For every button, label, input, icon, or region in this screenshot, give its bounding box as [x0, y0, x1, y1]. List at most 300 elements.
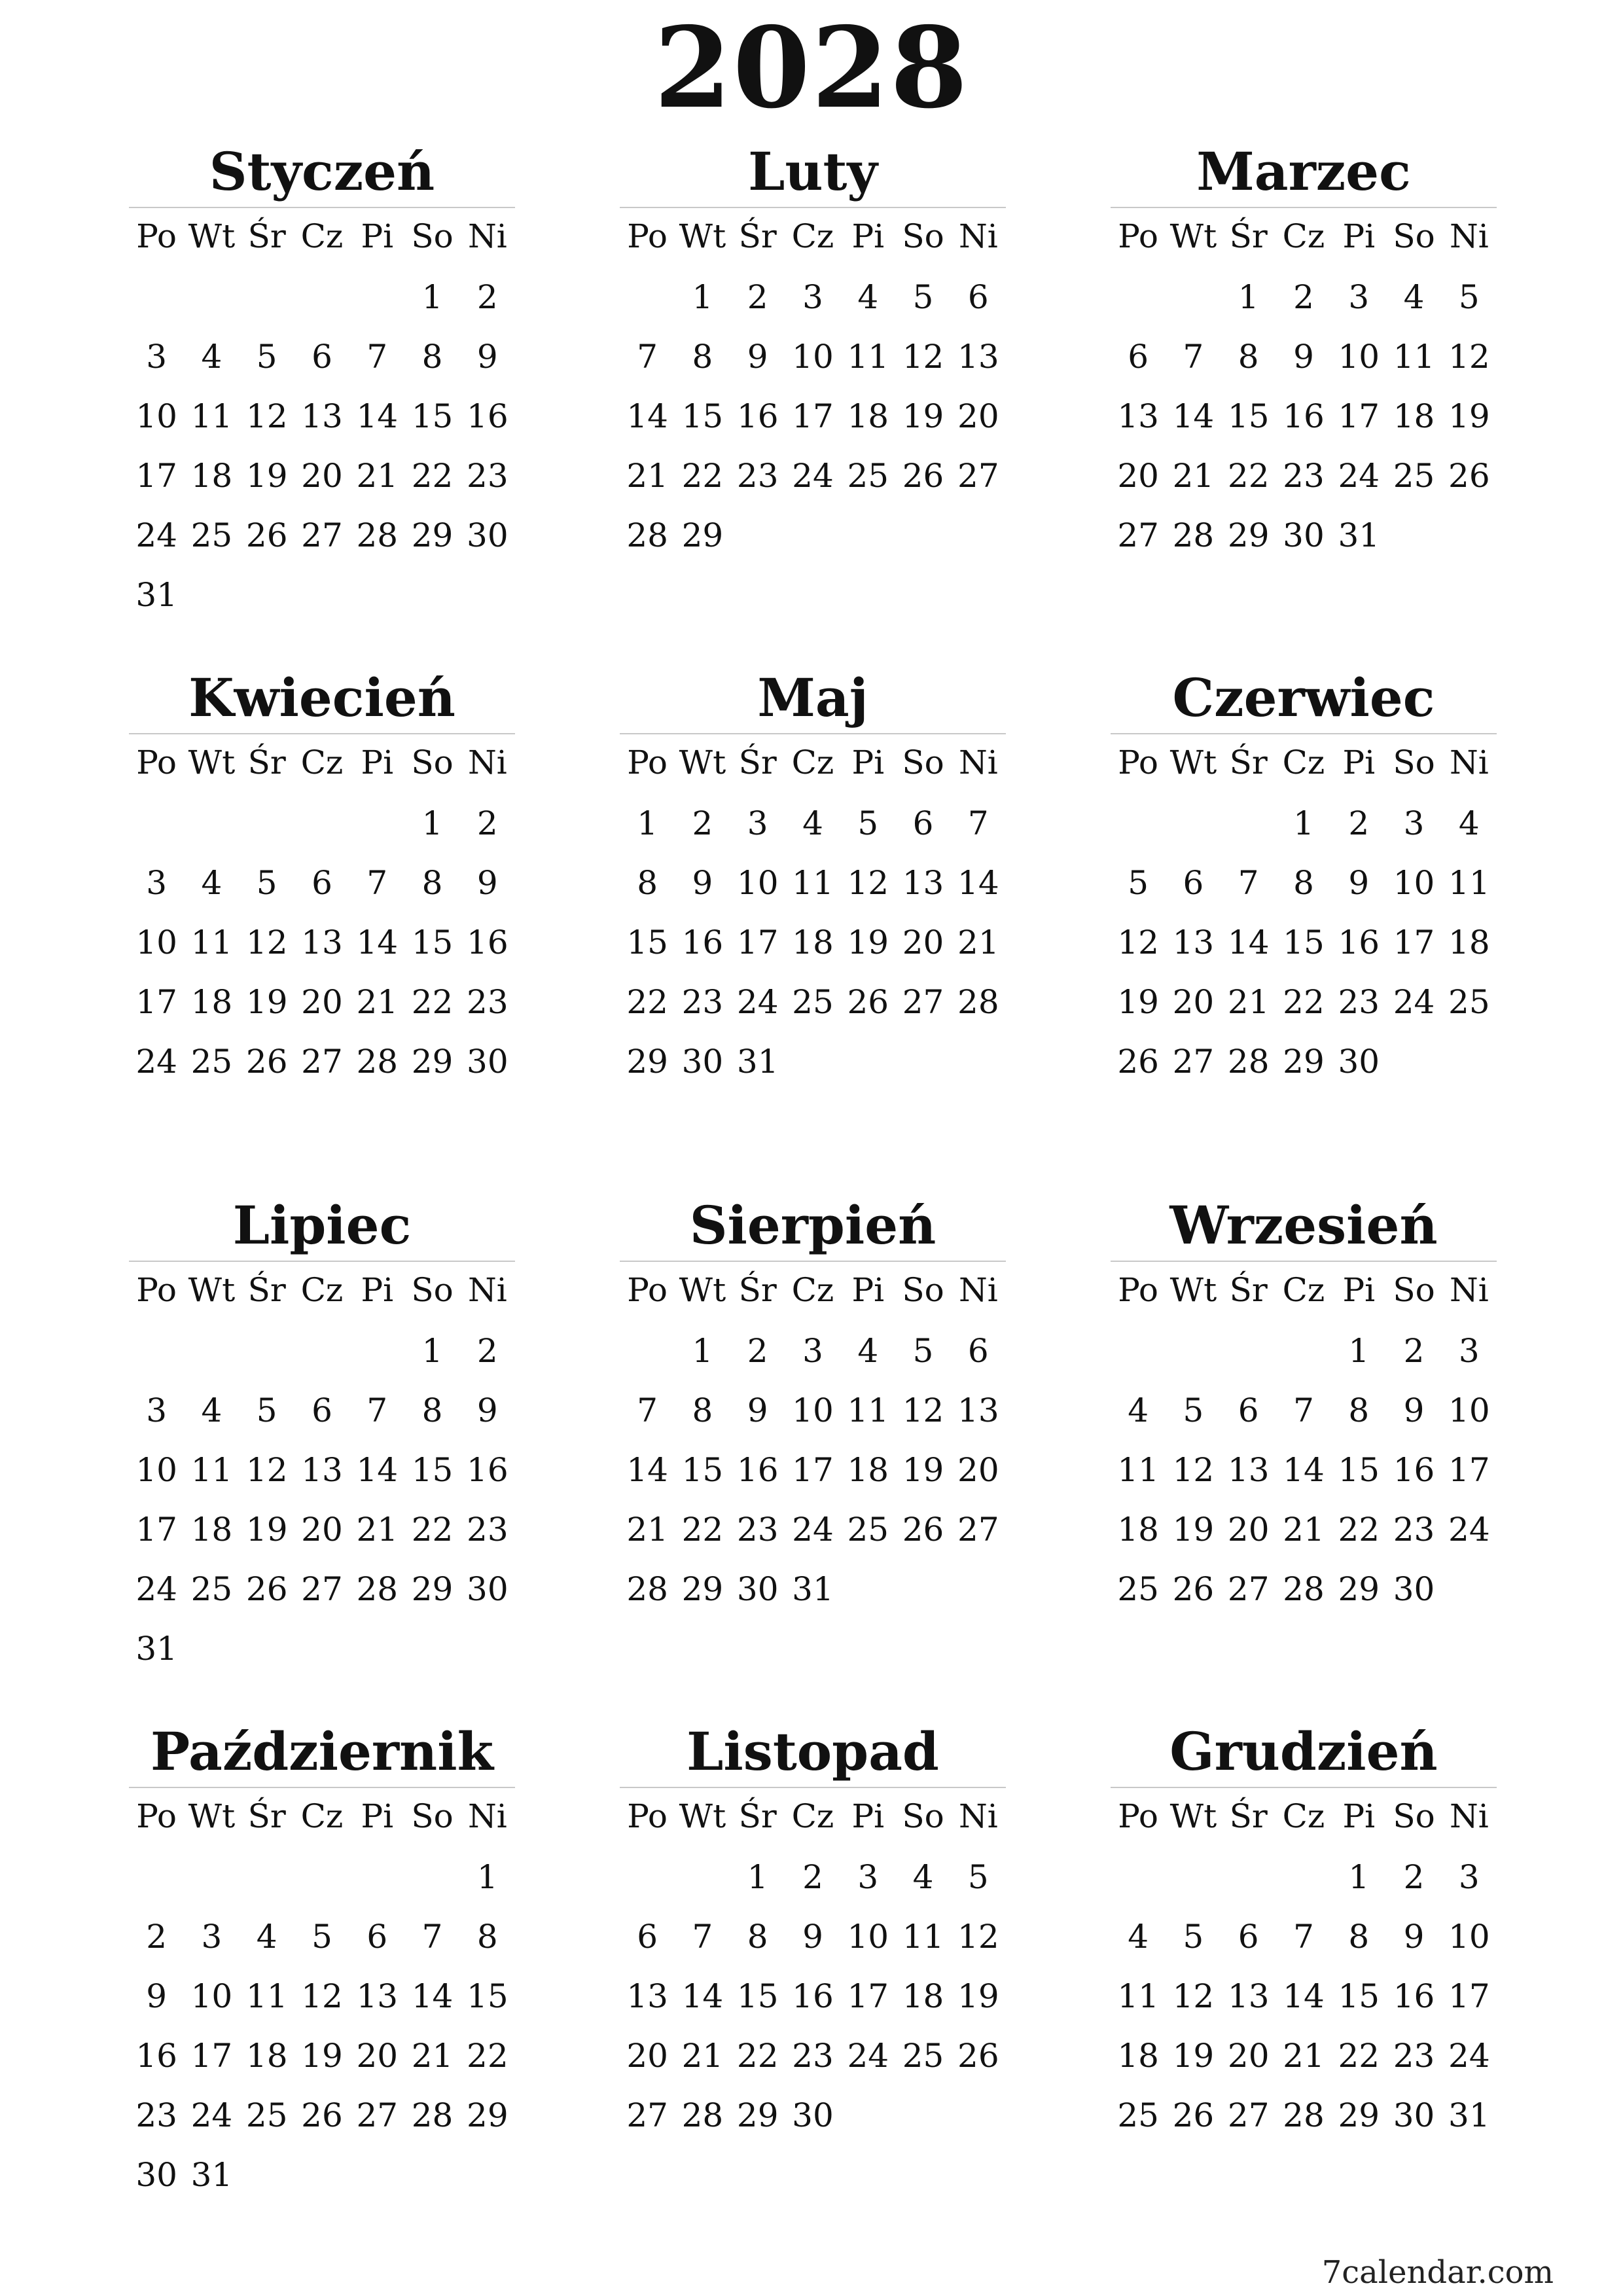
week-row: [129, 1500, 515, 1560]
day-cell: 12: [957, 1918, 999, 1956]
day-cell: 24: [135, 1570, 177, 1608]
day-cell: 11: [1117, 1451, 1159, 1489]
weekday-header-row: [620, 208, 1006, 268]
month-block: [1111, 1716, 1497, 2145]
day-cell: 31: [1338, 516, 1380, 554]
week-row: [129, 2086, 515, 2145]
weekday-header-row: [129, 1262, 515, 1321]
weekday-header: Ni: [958, 744, 998, 781]
day-cell: 19: [902, 397, 944, 435]
day-cell: 9: [146, 1977, 168, 2015]
day-cell: 7: [637, 1391, 658, 1429]
day-cell: 5: [857, 804, 879, 842]
day-cell: 24: [135, 1043, 177, 1081]
weekday-header: Cz: [791, 1271, 834, 1309]
week-row: [620, 1381, 1006, 1441]
weekday-header: So: [902, 217, 944, 255]
day-cell: 18: [792, 924, 834, 961]
day-cell: 4: [857, 278, 879, 316]
empty-day-cell: [675, 1848, 730, 1907]
day-cell: 21: [957, 924, 999, 961]
day-cell: 23: [1393, 2037, 1435, 2075]
week-row: [129, 853, 515, 913]
day-cell: 20: [957, 397, 999, 435]
day-cell: 21: [626, 1511, 668, 1549]
weekday-header: Śr: [1229, 744, 1268, 781]
day-cell: 28: [1227, 1043, 1270, 1081]
day-cell: 29: [736, 2096, 779, 2134]
day-cell: 17: [135, 1511, 177, 1549]
day-cell: 3: [1458, 1332, 1480, 1370]
day-cell: 20: [301, 983, 343, 1021]
day-cell: 26: [902, 457, 944, 495]
weekday-header: Cz: [791, 744, 834, 781]
day-cell: 27: [957, 457, 999, 495]
day-cell: 25: [902, 2037, 944, 2075]
day-cell: 7: [421, 1918, 443, 1956]
week-row: [129, 327, 515, 387]
day-cell: 25: [190, 1043, 233, 1081]
day-cell: 7: [1183, 338, 1204, 376]
day-cell: 17: [135, 983, 177, 1021]
week-row: [1111, 387, 1497, 446]
week-row: [620, 1441, 1006, 1500]
day-cell: 22: [411, 983, 454, 1021]
week-row: [1111, 973, 1497, 1032]
month-name: Styczeń: [129, 136, 515, 208]
day-cell: 28: [626, 1570, 668, 1608]
day-cell: 23: [792, 2037, 834, 2075]
month-name: Lipiec: [129, 1190, 515, 1262]
day-cell: 20: [1172, 983, 1215, 1021]
empty-day-cell: [1111, 1321, 1166, 1381]
day-cell: 23: [1393, 1511, 1435, 1549]
week-row: [1111, 913, 1497, 973]
weekday-header: Śr: [738, 217, 777, 255]
day-cell: 11: [847, 1391, 889, 1429]
weekday-header: Cz: [1282, 1271, 1325, 1309]
day-cell: 11: [245, 1977, 288, 2015]
empty-day-cell: [895, 1032, 950, 1092]
day-cell: 26: [1448, 457, 1490, 495]
weekday-header: Śr: [1229, 1797, 1268, 1835]
empty-day-cell: [294, 1619, 349, 1679]
day-cell: 25: [190, 516, 233, 554]
day-cell: 19: [1172, 1511, 1215, 1549]
day-cell: 2: [476, 804, 498, 842]
weekday-header-row: [620, 1262, 1006, 1321]
day-cell: 20: [1227, 2037, 1270, 2075]
day-cell: 30: [467, 516, 508, 554]
day-cell: 22: [1227, 457, 1270, 495]
day-cell: 30: [681, 1043, 724, 1081]
day-cell: 29: [411, 1043, 454, 1081]
day-cell: 25: [847, 457, 889, 495]
weekday-header: Wt: [188, 217, 236, 255]
empty-day-cell: [294, 268, 349, 327]
day-cell: 9: [1403, 1391, 1425, 1429]
day-cell: 27: [1117, 516, 1159, 554]
day-cell: 5: [1183, 1918, 1204, 1956]
day-cell: 19: [245, 983, 288, 1021]
day-cell: 7: [366, 1391, 388, 1429]
day-cell: 12: [1117, 924, 1159, 961]
day-cell: 17: [135, 457, 177, 495]
day-cell: 7: [637, 338, 658, 376]
day-cell: 10: [135, 397, 177, 435]
empty-day-cell: [1166, 1848, 1221, 1907]
empty-day-cell: [951, 506, 1006, 565]
empty-day-cell: [895, 2086, 950, 2145]
day-cell: 13: [301, 397, 343, 435]
empty-day-cell: [620, 1848, 675, 1907]
weekday-header-row: [1111, 1262, 1497, 1321]
day-cell: 6: [312, 1391, 332, 1429]
day-cell: 13: [902, 864, 944, 902]
day-cell: 3: [1458, 1858, 1480, 1896]
day-cell: 29: [1338, 2096, 1380, 2134]
day-cell: 23: [681, 983, 724, 1021]
week-row: [129, 1321, 515, 1381]
month-block: [129, 1190, 515, 1679]
week-row: [129, 973, 515, 1032]
day-cell: 29: [626, 1043, 668, 1081]
week-row: [129, 1032, 515, 1092]
day-cell: 21: [356, 1511, 399, 1549]
day-cell: 11: [190, 924, 233, 961]
day-cell: 15: [1283, 924, 1325, 961]
week-row: [1111, 1321, 1497, 1381]
day-cell: 21: [1227, 983, 1270, 1021]
weekday-header: Po: [1118, 1797, 1158, 1835]
day-cell: 4: [912, 1858, 934, 1896]
year-title: 2028: [654, 3, 969, 134]
week-row: [129, 387, 515, 446]
empty-day-cell: [1111, 268, 1166, 327]
week-row: [1111, 1967, 1497, 2026]
weekday-header: Pi: [1342, 744, 1376, 781]
weekday-header: Pi: [851, 217, 885, 255]
week-row: [129, 1441, 515, 1500]
empty-day-cell: [895, 1560, 950, 1619]
day-cell: 13: [1172, 924, 1215, 961]
day-cell: 30: [792, 2096, 834, 2134]
day-cell: 26: [847, 983, 889, 1021]
day-cell: 8: [1238, 338, 1259, 376]
day-cell: 22: [681, 457, 724, 495]
weekday-header: Ni: [467, 1797, 507, 1835]
empty-day-cell: [184, 1321, 239, 1381]
weekday-header-row: [620, 1788, 1006, 1848]
day-cell: 11: [190, 397, 233, 435]
day-cell: 18: [902, 1977, 944, 2015]
day-cell: 9: [476, 338, 498, 376]
day-cell: 4: [1128, 1918, 1149, 1956]
weekday-header: Po: [136, 1797, 177, 1835]
day-cell: 16: [1338, 924, 1380, 961]
day-cell: 14: [957, 864, 999, 902]
day-cell: 17: [847, 1977, 889, 2015]
day-cell: 11: [792, 864, 834, 902]
day-cell: 24: [1338, 457, 1380, 495]
day-cell: 6: [1183, 864, 1204, 902]
month-block: [620, 136, 1006, 565]
weekday-header: Wt: [1169, 744, 1217, 781]
day-cell: 10: [1338, 338, 1380, 376]
day-cell: 23: [467, 983, 508, 1021]
day-cell: 23: [736, 457, 779, 495]
weekday-header: Ni: [958, 217, 998, 255]
empty-day-cell: [951, 2086, 1006, 2145]
day-cell: 27: [1227, 2096, 1270, 2134]
day-cell: 5: [1128, 864, 1149, 902]
day-cell: 10: [792, 338, 834, 376]
day-cell: 24: [135, 516, 177, 554]
day-cell: 26: [301, 2096, 343, 2134]
empty-day-cell: [240, 565, 294, 625]
day-cell: 3: [146, 338, 168, 376]
day-cell: 14: [1283, 1451, 1325, 1489]
day-cell: 29: [411, 516, 454, 554]
empty-day-cell: [460, 565, 515, 625]
week-row: [620, 913, 1006, 973]
day-cell: 16: [135, 2037, 177, 2075]
day-cell: 15: [1227, 397, 1270, 435]
day-cell: 24: [190, 2096, 233, 2134]
day-cell: 14: [356, 924, 399, 961]
month-block: [129, 662, 515, 1092]
day-cell: 12: [847, 864, 889, 902]
weekday-header: So: [1393, 1797, 1435, 1835]
day-cell: 12: [1172, 1977, 1215, 2015]
month-name: Maj: [620, 662, 1006, 734]
weekday-header: Pi: [1342, 1797, 1376, 1835]
month-block: [1111, 1190, 1497, 1619]
week-row: [620, 1967, 1006, 2026]
week-row: [620, 1848, 1006, 1907]
weekday-header: Śr: [247, 1797, 286, 1835]
day-cell: 20: [1227, 1511, 1270, 1549]
day-cell: 20: [301, 1511, 343, 1549]
week-row: [1111, 327, 1497, 387]
day-cell: 11: [847, 338, 889, 376]
week-row: [129, 2026, 515, 2086]
day-cell: 26: [245, 1570, 288, 1608]
empty-day-cell: [840, 2086, 895, 2145]
day-cell: 18: [1393, 397, 1435, 435]
day-cell: 28: [626, 516, 668, 554]
week-row: [620, 268, 1006, 327]
day-cell: 16: [681, 924, 724, 961]
weekday-header: Cz: [300, 1271, 344, 1309]
weekday-header-row: [129, 734, 515, 794]
day-cell: 13: [1117, 397, 1159, 435]
empty-day-cell: [620, 268, 675, 327]
empty-day-cell: [349, 1619, 404, 1679]
week-row: [620, 853, 1006, 913]
week-row: [129, 2145, 515, 2205]
day-cell: 5: [912, 1332, 934, 1370]
day-cell: 20: [301, 457, 343, 495]
day-cell: 9: [1293, 338, 1314, 376]
day-cell: 12: [245, 1451, 288, 1489]
day-cell: 13: [356, 1977, 399, 2015]
day-cell: 19: [245, 457, 288, 495]
day-cell: 27: [1227, 1570, 1270, 1608]
day-cell: 25: [847, 1511, 889, 1549]
day-cell: 18: [1448, 924, 1490, 961]
empty-day-cell: [349, 2145, 404, 2205]
weekday-header: Pi: [361, 744, 394, 781]
weekday-header: So: [902, 1797, 944, 1835]
day-cell: 24: [1393, 983, 1435, 1021]
week-row: [1111, 1500, 1497, 1560]
day-cell: 1: [1348, 1858, 1370, 1896]
week-row: [1111, 1560, 1497, 1619]
day-cell: 30: [1393, 1570, 1435, 1608]
day-cell: 16: [792, 1977, 834, 2015]
day-cell: 9: [747, 338, 768, 376]
week-row: [620, 387, 1006, 446]
day-cell: 4: [1458, 804, 1480, 842]
day-cell: 4: [201, 338, 223, 376]
day-cell: 6: [967, 1332, 989, 1370]
day-cell: 8: [692, 1391, 713, 1429]
day-cell: 25: [1393, 457, 1435, 495]
day-cell: 21: [1283, 1511, 1325, 1549]
day-cell: 13: [301, 1451, 343, 1489]
day-cell: 18: [190, 457, 233, 495]
day-cell: 10: [847, 1918, 889, 1956]
day-cell: 3: [747, 804, 768, 842]
weekday-header: So: [411, 1271, 454, 1309]
day-cell: 29: [681, 1570, 724, 1608]
day-cell: 30: [467, 1570, 508, 1608]
day-cell: 14: [411, 1977, 454, 2015]
day-cell: 18: [847, 397, 889, 435]
weekday-header: Pi: [851, 744, 885, 781]
day-cell: 1: [692, 1332, 713, 1370]
day-cell: 3: [857, 1858, 879, 1896]
day-cell: 23: [135, 2096, 177, 2134]
day-cell: 26: [1172, 2096, 1215, 2134]
empty-day-cell: [840, 1032, 895, 1092]
day-cell: 30: [736, 1570, 779, 1608]
empty-day-cell: [404, 1848, 459, 1907]
weekday-header: Śr: [738, 744, 777, 781]
weekday-header-row: [1111, 1788, 1497, 1848]
day-cell: 8: [421, 338, 443, 376]
empty-day-cell: [349, 268, 404, 327]
day-cell: 15: [681, 397, 724, 435]
day-cell: 24: [847, 2037, 889, 2075]
empty-day-cell: [184, 1848, 239, 1907]
day-cell: 13: [301, 924, 343, 961]
empty-day-cell: [240, 2145, 294, 2205]
weekday-header: So: [411, 744, 454, 781]
day-cell: 31: [736, 1043, 779, 1081]
weekday-header: Cz: [300, 217, 344, 255]
day-cell: 30: [1393, 2096, 1435, 2134]
empty-day-cell: [1111, 1848, 1166, 1907]
day-cell: 26: [245, 1043, 288, 1081]
day-cell: 14: [1227, 924, 1270, 961]
weekday-header: Wt: [679, 744, 726, 781]
empty-day-cell: [1442, 1032, 1497, 1092]
day-cell: 3: [1403, 804, 1425, 842]
day-cell: 24: [1448, 1511, 1490, 1549]
empty-day-cell: [129, 1321, 184, 1381]
day-cell: 28: [1283, 2096, 1325, 2134]
weekday-header: Wt: [188, 744, 236, 781]
day-cell: 16: [736, 1451, 779, 1489]
day-cell: 2: [1293, 278, 1314, 316]
day-cell: 9: [692, 864, 713, 902]
day-cell: 3: [201, 1918, 223, 1956]
day-cell: 10: [1393, 864, 1435, 902]
day-cell: 14: [356, 1451, 399, 1489]
day-cell: 10: [1448, 1918, 1490, 1956]
day-cell: 7: [1293, 1391, 1314, 1429]
day-cell: 29: [1338, 1570, 1380, 1608]
day-cell: 25: [1117, 1570, 1159, 1608]
day-cell: 5: [1458, 278, 1480, 316]
day-cell: 10: [135, 1451, 177, 1489]
day-cell: 12: [1172, 1451, 1215, 1489]
day-cell: 6: [912, 804, 934, 842]
weekday-header: Wt: [679, 1271, 726, 1309]
day-cell: 6: [312, 338, 332, 376]
day-cell: 22: [1338, 1511, 1380, 1549]
week-row: [129, 1619, 515, 1679]
day-cell: 15: [736, 1977, 779, 2015]
weekday-header: Ni: [467, 217, 507, 255]
month-name: Marzec: [1111, 136, 1497, 208]
week-row: [620, 2026, 1006, 2086]
week-row: [620, 506, 1006, 565]
day-cell: 1: [1238, 278, 1259, 316]
empty-day-cell: [349, 794, 404, 853]
day-cell: 30: [467, 1043, 508, 1081]
weekday-header: So: [1393, 217, 1435, 255]
day-cell: 24: [792, 457, 834, 495]
weekday-header: Ni: [1449, 217, 1489, 255]
weekday-header: Ni: [467, 744, 507, 781]
day-cell: 29: [1227, 516, 1270, 554]
day-cell: 5: [312, 1918, 332, 1956]
day-cell: 9: [747, 1391, 768, 1429]
week-row: [620, 1321, 1006, 1381]
empty-day-cell: [240, 268, 294, 327]
day-cell: 19: [847, 924, 889, 961]
day-cell: 4: [1403, 278, 1425, 316]
day-cell: 15: [626, 924, 668, 961]
day-cell: 1: [476, 1858, 498, 1896]
day-cell: 15: [1338, 1451, 1380, 1489]
day-cell: 4: [201, 1391, 223, 1429]
empty-day-cell: [184, 565, 239, 625]
day-cell: 26: [245, 516, 288, 554]
week-row: [1111, 1381, 1497, 1441]
month-block: [620, 662, 1006, 1092]
day-cell: 15: [681, 1451, 724, 1489]
day-cell: 17: [736, 924, 779, 961]
day-cell: 3: [802, 1332, 823, 1370]
day-cell: 31: [135, 576, 177, 614]
day-cell: 13: [626, 1977, 668, 2015]
weekday-header: Ni: [958, 1797, 998, 1835]
day-cell: 10: [135, 924, 177, 961]
